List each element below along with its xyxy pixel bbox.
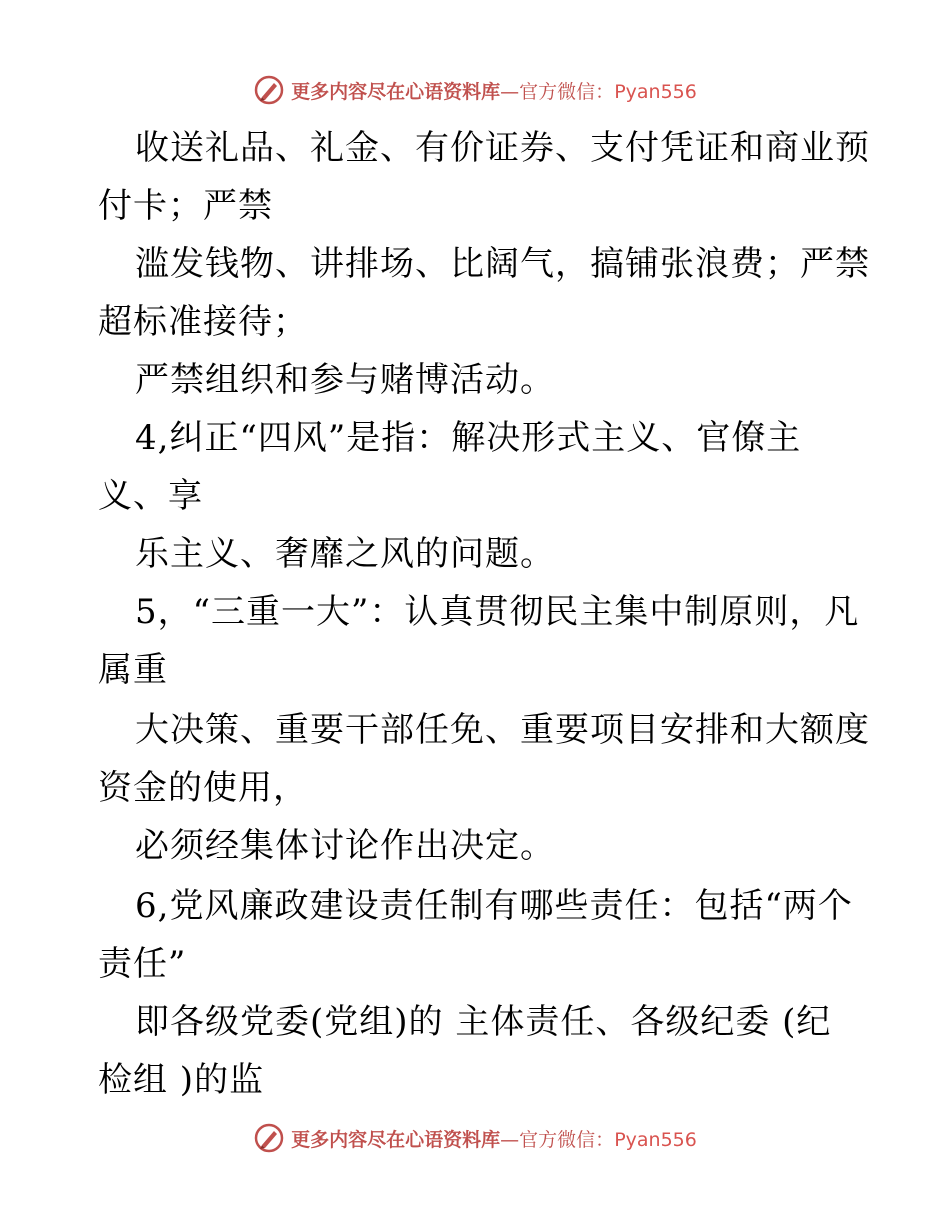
body-line: 资金的使用， [98,768,308,808]
watermark-text [291,1125,697,1152]
body-line: 义、享 [98,476,203,516]
body-line: 责任” [98,944,187,984]
body-line: 收送礼品、礼金、有价证券、支付凭证和商业预 [135,128,870,168]
watermark-wechat-label: 官方微信： [519,1128,615,1151]
body-line: 检组 )的监 [98,1060,265,1100]
body-line: 即各级党委(党组)的 主体责任、各级纪委 (纪 [135,1002,832,1042]
watermark-site: 更多内容尽在心语资料库 [291,80,501,103]
body-line: 属重 [98,650,168,690]
watermark-dash: — [500,1128,520,1151]
body-line: 付卡；严禁 [98,186,273,226]
body-line: 大决策、重要干部任免、重要项目安排和大额度 [135,710,870,750]
watermark-dash: — [500,80,520,103]
body-line: 滥发钱物、讲排场、比阔气，搞铺张浪费；严禁 [135,244,870,284]
pen-logo-icon [253,1122,285,1154]
watermark-wechat-label: 官方微信： [519,80,615,103]
body-line: 必须经集体讨论作出决定。 [135,826,555,866]
body-line: 4,纠正“四风”是指：解决形式主义、官僚主 [135,418,802,458]
body-line: 严禁组织和参与赌博活动。 [135,360,555,400]
watermark-wechat-id: Pyan556 [614,80,697,103]
body-line: 超标准接待； [98,302,308,342]
body-line: 5，“三重一大”：认真贯彻民主集中制原则，凡 [135,592,860,632]
body-line: 6,党风廉政建设责任制有哪些责任：包括“两个 [135,886,853,926]
watermark-footer [0,1118,950,1158]
watermark-wechat-id: Pyan556 [614,1128,697,1151]
body-line: 乐主义、奢靡之风的问题。 [135,534,555,574]
watermark-site: 更多内容尽在心语资料库 [291,1128,501,1151]
